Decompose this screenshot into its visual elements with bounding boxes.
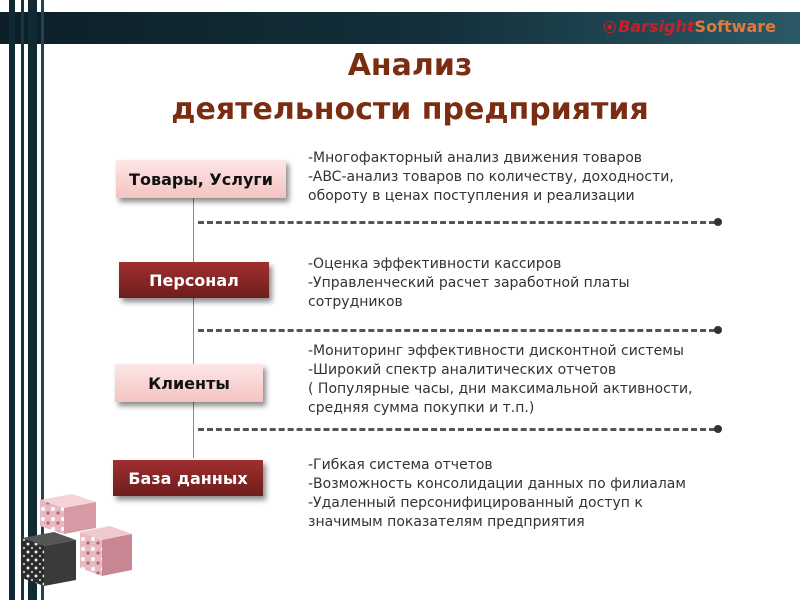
desc-line: обороту в ценах поступления и реализации — [308, 188, 635, 204]
desc-line: средняя сумма покупки и т.п.) — [308, 400, 535, 416]
label-personnel: Персонал — [119, 262, 269, 298]
desc-line: -Многофакторный анализ движения товаров — [308, 150, 643, 166]
title-line-1: Анализ — [347, 48, 473, 83]
gift-boxes-image — [10, 486, 140, 594]
logo-text-part2: Software — [694, 17, 776, 36]
desc-line: значимым показателям предприятия — [308, 514, 585, 530]
logo-icon: ⦿ — [603, 21, 617, 36]
logo-text-part1: Barsight — [618, 17, 695, 36]
separator-dot — [714, 326, 722, 334]
separator-1 — [198, 221, 715, 224]
desc-line: -Оценка эффективности кассиров — [308, 256, 562, 272]
label-database: База данных — [113, 460, 263, 496]
desc-clients — [308, 342, 693, 418]
desc-database — [308, 456, 686, 532]
separator-dot — [714, 425, 722, 433]
desc-line: -Удаленный персонифицированный доступ к — [308, 495, 643, 511]
separator-2 — [198, 329, 715, 332]
connector-line — [193, 196, 194, 458]
desc-line: ( Популярные часы, дни максимальной активности, — [308, 381, 693, 397]
title-line-2: деятельности предприятия — [171, 92, 649, 127]
company-logo — [603, 17, 776, 36]
separator-dot — [714, 218, 722, 226]
separator-3 — [198, 428, 715, 431]
desc-line: сотрудников — [308, 294, 403, 310]
desc-line: -ABC-анализ товаров по количеству, доходности, — [308, 169, 674, 185]
desc-line: -Гибкая система отчетов — [308, 457, 493, 473]
desc-line: -Управленческий расчет заработной платы — [308, 275, 630, 291]
desc-personnel — [308, 255, 630, 312]
label-goods-services: Товары, Услуги — [116, 160, 286, 198]
slide-title — [100, 44, 720, 132]
desc-line: -Широкий спектр аналитических отчетов — [308, 362, 617, 378]
desc-goods-services — [308, 149, 674, 206]
label-clients: Клиенты — [115, 364, 263, 402]
desc-line: -Мониторинг эффективности дисконтной системы — [308, 343, 684, 359]
desc-line: -Возможность консолидации данных по филиалам — [308, 476, 686, 492]
